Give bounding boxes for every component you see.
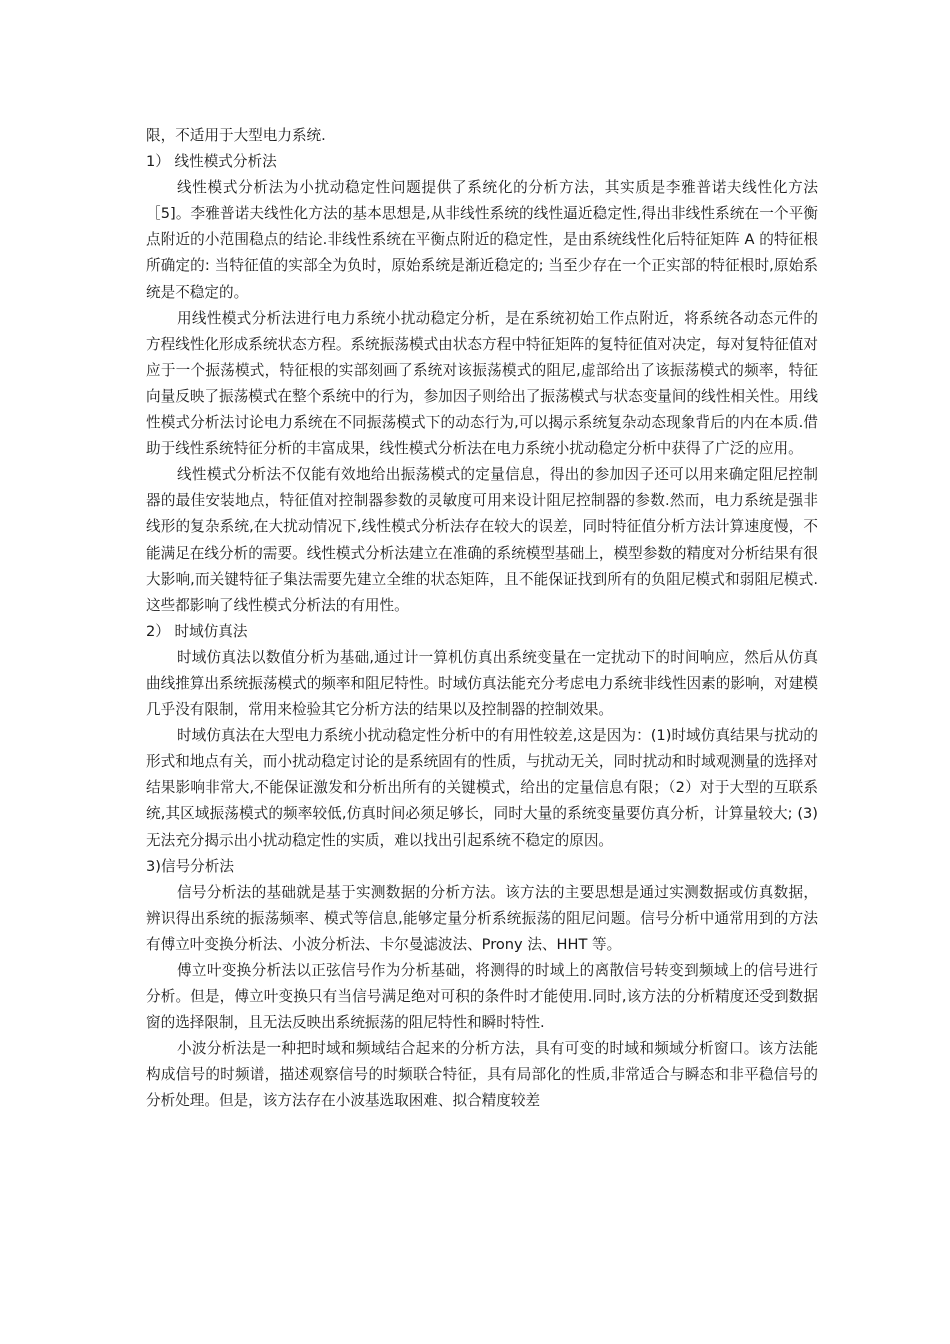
paragraph: 时域仿真法在大型电力系统小扰动稳定性分析中的有用性较差,这是因为：(1)时域仿真结果与扰动的形式和地点有关，而小扰动稳定讨论的是系统固有的性质，与扰动无关，同时扰动和时域观测量的选择对结果影响非常大,不能保证激发和分析出所有的关键模式，给出的定量信息有限；（2）对于大型的互联系统,其区域振荡模式的频率较低,仿真时间必须足够长，同时大量的系统变量要仿真分析，计算量较大; (3)无法充分揭示出小扰动稳定性的实质，难以找出引起系统不稳定的原因。 — [146, 727, 818, 849]
section-heading-linear-mode: 1） 线性模式分析法 — [146, 153, 277, 171]
document-page — [146, 123, 818, 1115]
paragraph: 线性模式分析法不仅能有效地给出振荡模式的定量信息，得出的参加因子还可以用来确定阻尼控制器的最佳安装地点，特征值对控制器参数的灵敏度可用来设计阻尼控制器的参数.然而，电力系统是强非线形的复杂系统,在大扰动情况下,线性模式分析法存在较大的误差，同时特征值分析方法计算速度慢，不能满足在线分析的需要。线性模式分析法建立在准确的系统模型基础上，模型参数的精度对分析结果有很大影响,而关键特征子集法需要先建立全维的状态矩阵，且不能保证找到所有的负阻尼模式和弱阻尼模式.这些都影响了线性模式分析法的有用性。 — [146, 466, 818, 614]
paragraph: 傅立叶变换分析法以正弦信号作为分析基础，将测得的时域上的离散信号转变到频域上的信号进行分析。但是，傅立叶变换只有当信号满足绝对可积的条件时才能使用.同时,该方法的分析精度还受到数据窗的选择限制，且无法反映出系统振荡的阻尼特性和瞬时特性. — [146, 962, 818, 1032]
paragraph: 信号分析法的基础就是基于实测数据的分析方法。该方法的主要思想是通过实测数据或仿真数据，辨识得出系统的振荡频率、模式等信息,能够定量分析系统振荡的阻尼问题。信号分析中通常用到的方法有傅立叶变换分析法、小波分析法、卡尔曼滤波法、Prony 法、HHT 等。 — [146, 883, 818, 953]
paragraph: 线性模式分析法为小扰动稳定性问题提供了系统化的分析方法，其实质是李雅普诺夫线性化方法［5]。李雅普诺夫线性化方法的基本思想是,从非线性系统的线性逼近稳定性,得出非线性系统在一个平衡点附近的小范围稳点的结论.非线性系统在平衡点附近的稳定性，是由系统线性化后特征矩阵 A 的特征根所确定的: 当特征值的实部全为负时，原始系统是渐近稳定的; 当至少存在一个正实部的特征根时,原始系统是不稳定的。 — [146, 179, 818, 301]
paragraph-continuation: 限，不适用于大型电力系统. — [146, 127, 326, 144]
section-heading-signal-analysis: 3)信号分析法 — [146, 857, 234, 875]
paragraph: 用线性模式分析法进行电力系统小扰动稳定分析，是在系统初始工作点附近，将系统各动态元件的方程线性化形成系统状态方程。系统振荡模式由状态方程中特征矩阵的复特征值对决定，每对复特征值对应于一个振荡模式，特征根的实部刻画了系统对该振荡模式的阻尼,虚部给出了该振荡模式的频率，特征向量反映了振荡模式在整个系统中的行为，参加因子则给出了振荡模式与状态变量间的线性相关性。用线性模式分析法讨论电力系统在不同振荡模式下的动态行为,可以揭示系统复杂动态现象背后的内在本质.借助于线性系统特征分析的丰富成果，线性模式分析法在电力系统小扰动稳定分析中获得了广泛的应用。 — [146, 309, 818, 458]
paragraph: 时域仿真法以数值分析为基础,通过计一算机仿真出系统变量在一定扰动下的时间响应，然后从仿真曲线推算出系统振荡模式的频率和阻尼特性。时域仿真法能充分考虑电力系统非线性因素的影响，对建模几乎没有限制，常用来检验其它分析方法的结果以及控制器的控制效果。 — [146, 648, 818, 719]
section-heading-time-domain: 2） 时域仿真法 — [146, 622, 248, 640]
paragraph: 小波分析法是一种把时域和频域结合起来的分析方法，具有可变的时域和频域分析窗口。该方法能构成信号的时频谱，描述观察信号的时频联合特征，具有局部化的性质,非常适合与瞬态和非平稳信号的分析处理。但是，该方法存在小波基选取困难、拟合精度较差 — [146, 1040, 818, 1110]
